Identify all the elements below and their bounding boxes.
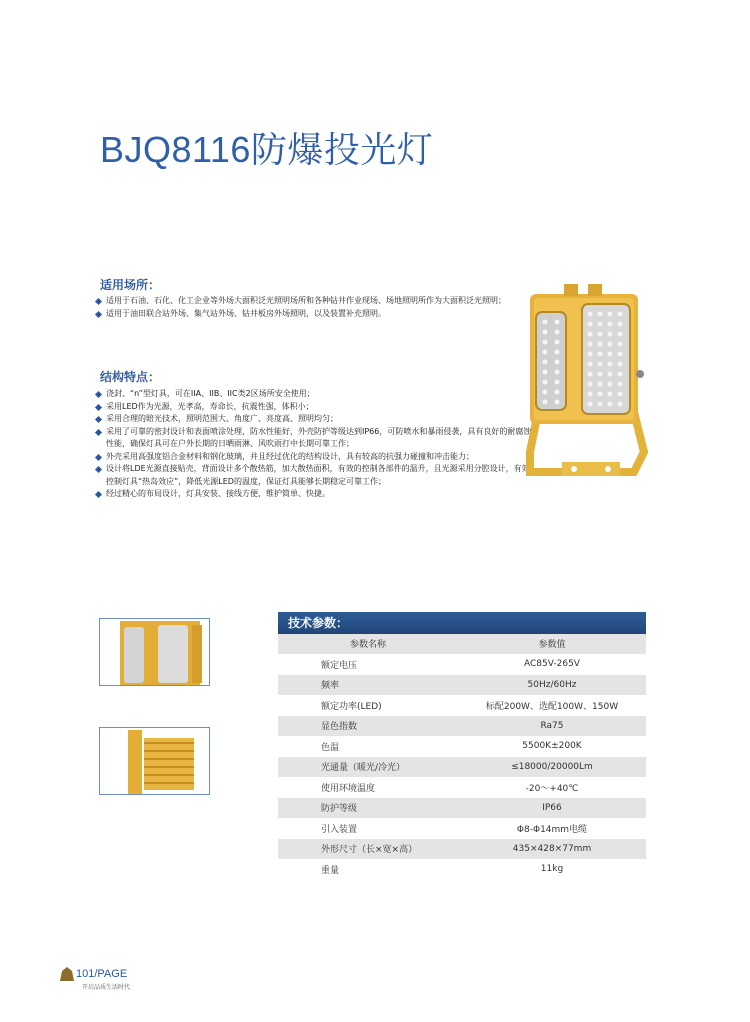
bullet-icon (95, 391, 102, 398)
table-row (278, 675, 646, 696)
list-item-text: 外壳采用高强度铝合金材料和钢化玻璃，并且经过优化的结构设计，具有较高的抗强力碰撞和冲击能力； (106, 451, 474, 461)
spec-value-cell: -20～+40℃ (458, 777, 646, 798)
page-title: BJQ8116防爆投光灯 (100, 129, 434, 170)
spec-value-cell: 11kg (458, 859, 646, 880)
spec-value-cell: 5500K±200K (458, 736, 646, 757)
list-item-text: 浇封、“n”型灯具，可在IIA、IIB、IIC类2区场所安全使用； (106, 389, 315, 398)
spec-section (278, 612, 646, 880)
list-item (96, 401, 536, 414)
spec-table (278, 634, 646, 880)
spec-value-cell: 标配200W、选配100W、150W (458, 695, 646, 716)
spec-name-cell: 外形尺寸（长×宽×高） (278, 839, 458, 860)
spec-value-cell: IP66 (458, 798, 646, 819)
bullet-icon (95, 416, 102, 423)
list-item-text: 采用合理的賠光技术，照明范围大、角度广、亮度高、照明均匀； (106, 414, 338, 423)
spec-name-cell: 使用环境温度 (278, 777, 458, 798)
spec-value-cell: 50Hz/60Hz (458, 675, 646, 696)
list-item (96, 308, 536, 321)
spec-name-cell: 防护等级 (278, 798, 458, 819)
spec-value-cell: AC85V-265V (458, 654, 646, 675)
bullet-icon (95, 453, 102, 460)
features-list (96, 388, 536, 501)
list-item (96, 413, 536, 426)
table-row (278, 716, 646, 737)
spec-name-cell: 额定电压 (278, 654, 458, 675)
spec-name-cell: 显色指数 (278, 716, 458, 737)
list-item-text: 经过精心的布局设计，灯具安装、接线方便，维护简单、快捷。 (106, 489, 330, 498)
list-item (96, 426, 536, 451)
table-row (278, 859, 646, 880)
spec-name-cell: 重量 (278, 859, 458, 880)
bullet-icon (95, 491, 102, 498)
spec-value-cell: Φ8-Φ14mm电缆 (458, 818, 646, 839)
applications-list (96, 295, 536, 320)
product-thumbnail-side (99, 727, 210, 795)
table-row (278, 818, 646, 839)
table-row (278, 695, 646, 716)
table-row (278, 736, 646, 757)
list-item (96, 488, 536, 501)
list-item-text: 采用LED作为光源，光孝高，寿命长，抗震性强，体积小； (106, 401, 314, 411)
spec-name-cell: 光通量（暖光/冷光） (278, 757, 458, 778)
spec-col-name: 参数名称 (278, 634, 458, 654)
bullet-icon (95, 403, 102, 410)
bullet-icon (95, 310, 102, 317)
spec-col-value: 参数值 (458, 634, 646, 654)
list-item (96, 463, 536, 488)
spec-value-cell: 435×428×77mm (458, 839, 646, 860)
spec-name-cell: 引入装置 (278, 818, 458, 839)
table-row (278, 798, 646, 819)
list-item (96, 388, 536, 401)
table-row (278, 839, 646, 860)
applications-heading: 适用场所： (100, 278, 161, 292)
bullet-icon (95, 466, 102, 473)
bullet-icon (95, 298, 102, 305)
spec-name-cell: 频率 (278, 675, 458, 696)
list-item-text: 设计将LDE光源直接贴壳，背面设计多个散热筋，加大散热面积，有效的控制各部件的温升，且光源采用分腔设计，有效控制灯具“热岛效应”，降低光源LED的温度，保证灯具能够长期稳定可靠工作； (106, 464, 530, 486)
spec-name-cell: 色温 (278, 736, 458, 757)
spec-value-cell: ≤18000/20000Lm (458, 757, 646, 778)
table-row (278, 757, 646, 778)
bullet-icon (95, 428, 102, 435)
page-number: 101/PAGE (76, 968, 128, 980)
footer-tagline: 开启品质生活时代 (82, 984, 131, 991)
list-item-text: 采用了可靠的密封设计和表面喷涂处理，防水性能好，外壳防护等级达到IP66，可防喷水和暴雨侵袭，具有良好的耐腐蚀性能，确保灯具可在户外长期的日晒雨淋、风吹雨打中长期可靠工作； (106, 426, 532, 448)
list-item-text: 适用于油田联合站外场、集气站外场、钻井板房外场照明，以及装置补充照明。 (106, 308, 386, 318)
spec-name-cell: 额定功率(LED) (278, 695, 458, 716)
brand-logo-icon (58, 965, 76, 983)
product-thumbnail-front (99, 618, 210, 686)
product-image (522, 272, 654, 492)
table-row (278, 777, 646, 798)
spec-value-cell: Ra75 (458, 716, 646, 737)
spec-header-row (278, 634, 646, 654)
table-row (278, 654, 646, 675)
features-heading: 结构特点： (100, 370, 161, 384)
spec-heading: 技术参数： (278, 612, 646, 634)
list-item (96, 295, 536, 308)
list-item (96, 451, 536, 464)
list-item-text: 适用于石油、石化、化工企业等外场大面积泛光照明场所和各种钻井作业现场、场地照明所作为大面积泛光照明； (106, 296, 506, 305)
